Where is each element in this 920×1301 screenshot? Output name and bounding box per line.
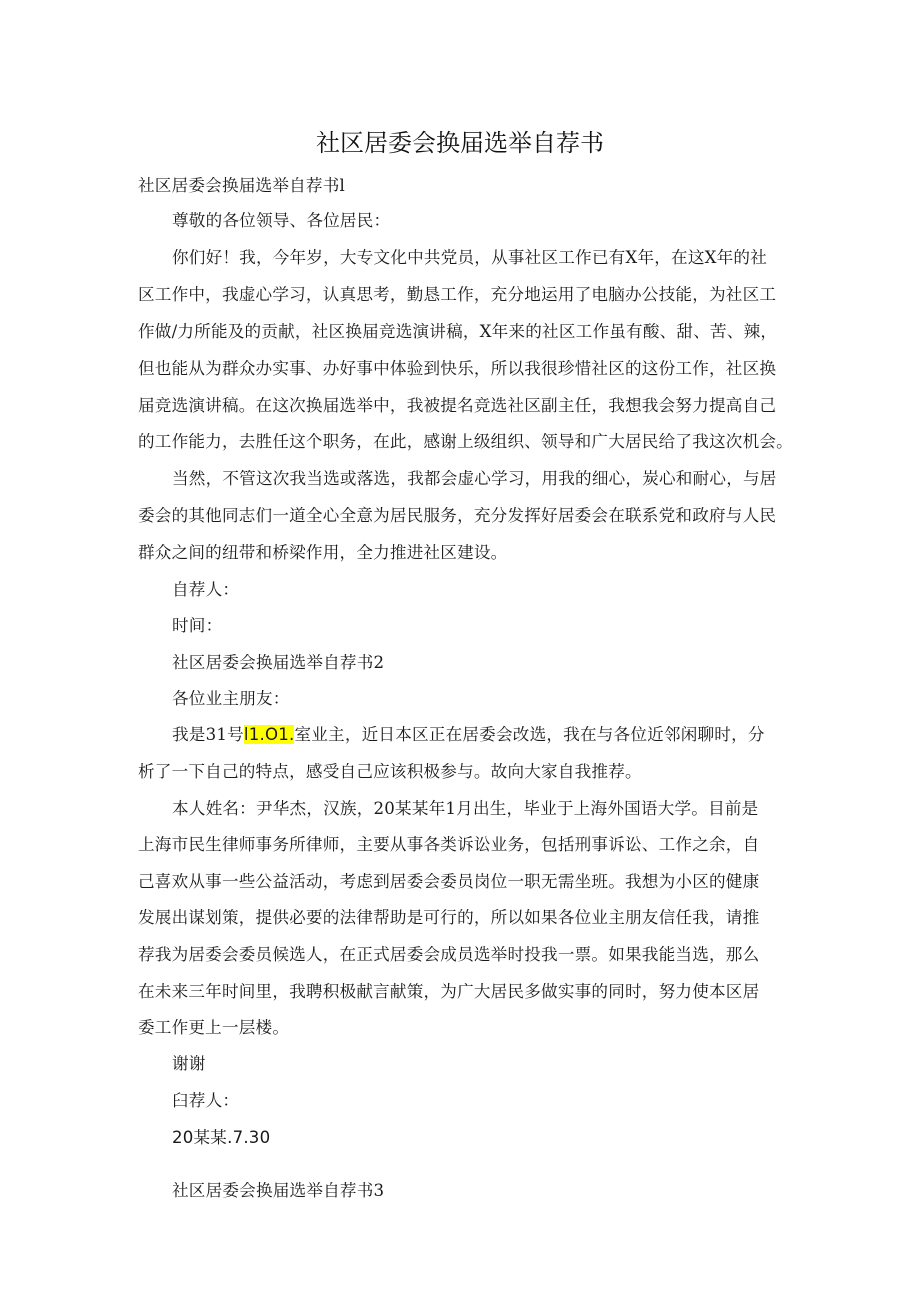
paragraph-line: 荐我为居委会委员候选人，在正式居委会成员选举时投我一票。如果我能当选，那么: [138, 945, 760, 964]
text-span: 室业主，近日本区正在居委会改选，我在与各位近邻闲聊时，分: [294, 725, 765, 744]
document-title: 社区居委会换届选举自荐书: [316, 129, 604, 157]
section-heading-2: 社区居委会换届选举自荐书2: [172, 653, 385, 672]
text-span: 我是31号: [172, 725, 244, 744]
paragraph-line: 的工作能力，去胜任这个职务，在此，感谢上级组织、领导和广大居民给了我这次机会。: [138, 432, 793, 451]
salutation-2: 各位业主朋友：: [172, 689, 290, 708]
paragraph-line: 作做/力所能及的贡献，社区换届竞选演讲稿，X年来的社区工作虽有酸、甜、苦、辣，: [138, 322, 778, 341]
paragraph-line: 己喜欢从事一些公益活动，考虑到居委会委员岗位一职无需坐班。我想为小区的健康: [138, 872, 760, 891]
section-heading-3: 社区居委会换届选举自荐书3: [172, 1181, 385, 1200]
paragraph-line: 届竞选演讲稿。在这次换届选举中，我被提名竞选社区副主任，我想我会努力提高自己: [138, 396, 777, 415]
paragraph-line: [172, 723, 822, 747]
paragraph-line: 发展出谋划策，提供必要的法律帮助是可行的，所以如果各位业主朋友信任我，请推: [138, 908, 760, 927]
paragraph-line: 上海市民生律师事务所律师，主要从事各类诉讼业务，包括刑事诉讼、工作之余，自: [138, 835, 760, 854]
paragraph-line: 区工作中，我虚心学习，认真思考，勤恳工作，充分地运用了电脑办公技能，为社区工: [138, 285, 777, 304]
date-value: 20某某.7.30: [172, 1128, 271, 1147]
paragraph-line: 群众之间的纽带和桥梁作用，全力推进社区建设。: [138, 543, 508, 562]
thanks-line: 谢谢: [172, 1054, 206, 1073]
signature-label: 自荐人：: [172, 580, 240, 599]
salutation-1: 尊敬的各位领导、各位居民：: [172, 211, 391, 230]
paragraph-line: 委工作更上一层楼。: [138, 1018, 290, 1037]
paragraph-line: 当然，不管这次我当选或落选，我都会虚心学习，用我的细心，炭心和耐心，与居: [172, 469, 777, 488]
highlighted-room-number: l1.O1.: [243, 725, 295, 744]
paragraph-line: 析了一下自己的特点，感受自己应该积极参与。故向大家自我推荐。: [138, 762, 642, 781]
section-heading-1: 社区居委会换届选举自荐书l: [138, 176, 346, 195]
paragraph-line: 你们好！我，今年岁，大专文化中共党员，从事社区工作已有X年，在这X年的社: [172, 248, 768, 267]
paragraph-line: 本人姓名：尹华杰，汉族，20某某年1月出生，毕业于上海外国语大学。目前是: [172, 799, 759, 818]
date-label: 时间：: [172, 616, 223, 635]
signature-label: 臼荐人：: [172, 1091, 240, 1110]
paragraph-line: 在未来三年时间里，我聘积极献言献策，为广大居民多做实事的同时，努力使本区居: [138, 982, 760, 1001]
paragraph-line: 委会的其他同志们一道全心全意为居民服务，充分发挥好居委会在联系党和政府与人民: [138, 506, 777, 525]
paragraph-line: 但也能从为群众办实事、办好事中体验到快乐，所以我很珍惜社区的这份工作，社区换: [138, 359, 777, 378]
